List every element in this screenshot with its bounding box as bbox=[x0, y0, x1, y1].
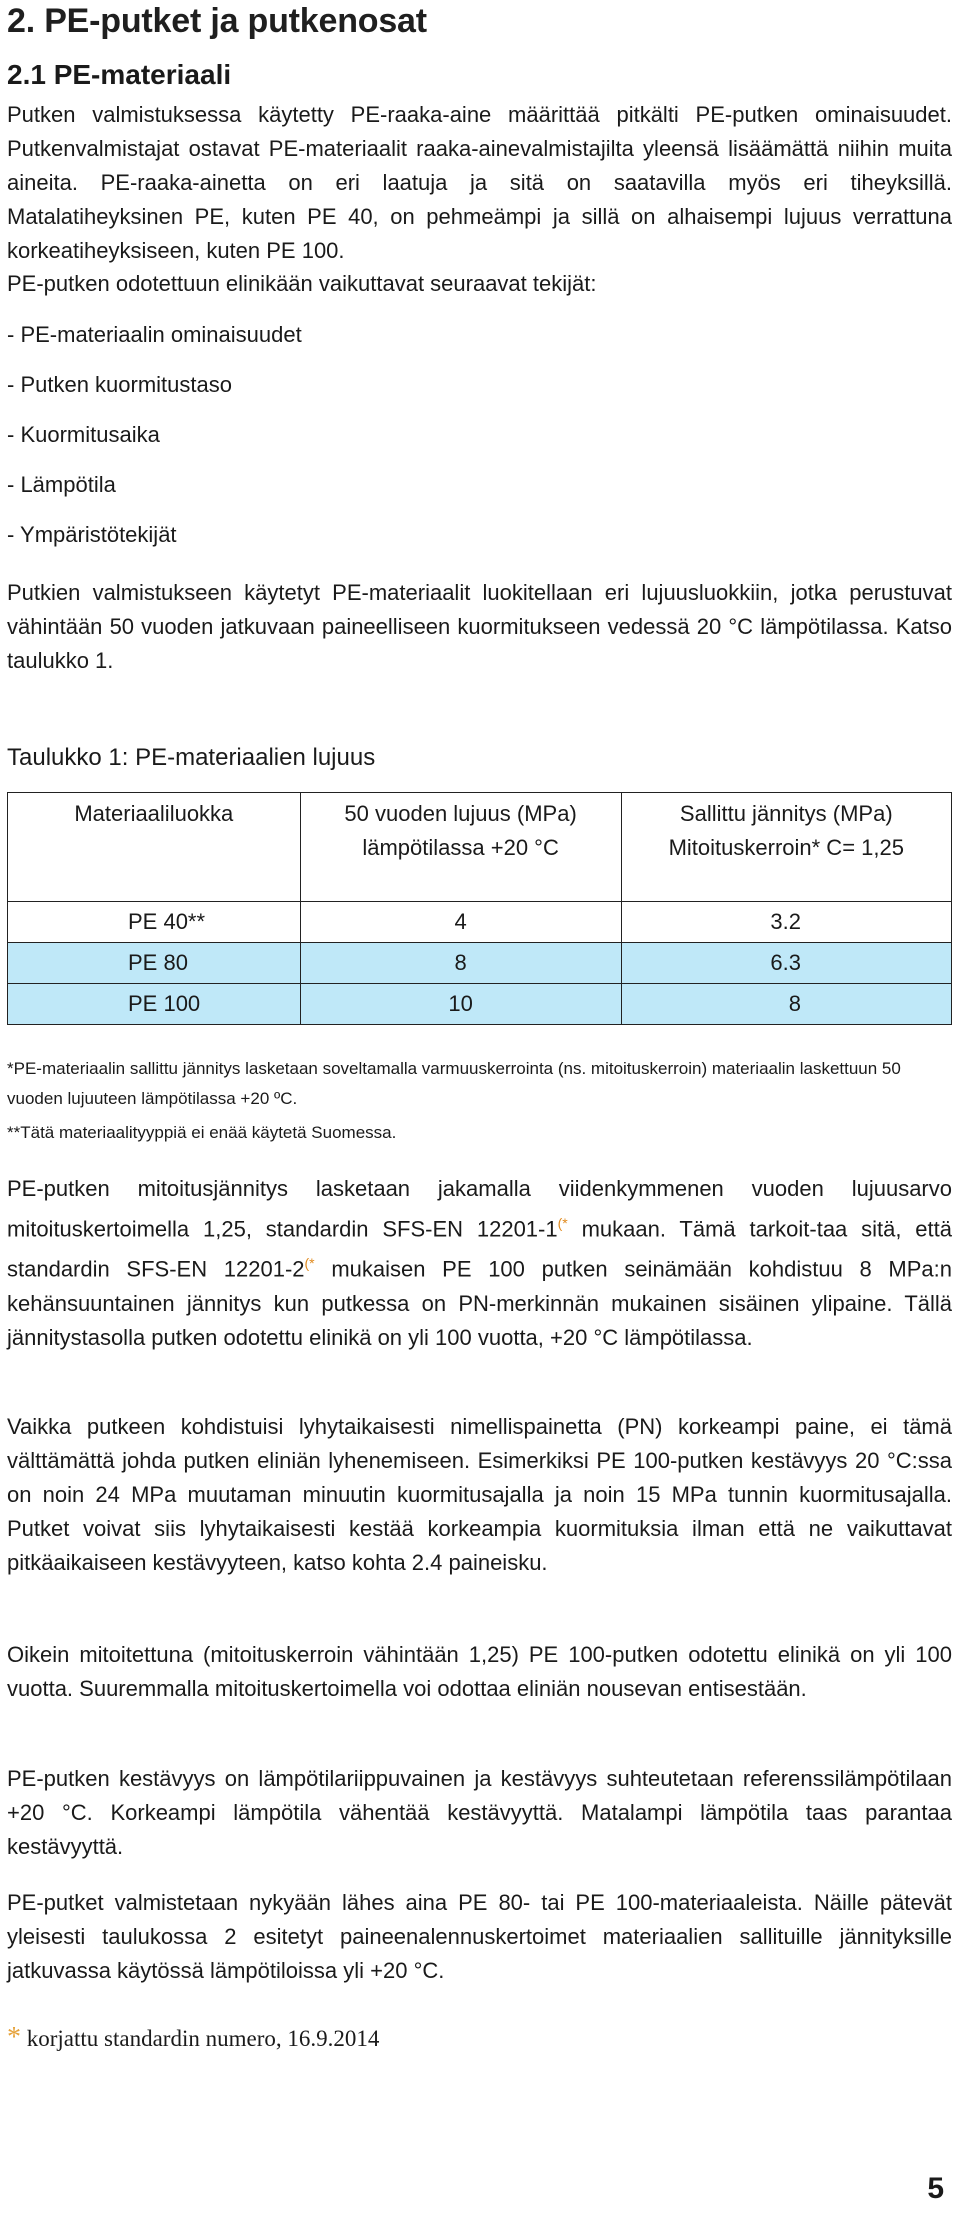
table-cell: 8 bbox=[300, 943, 621, 984]
table-header-row bbox=[8, 793, 952, 902]
paragraph-intro: Putken valmistuksessa käytetty PE-raaka-aine määrittää pitkälti PE-putken ominaisuudet. Putkenvalmistajat ostavat PE-materiaalit raaka-ainevalmistajilta yleensä lisäämättä niihin muita aineita. PE-raaka-ainetta on eri laatuja ja sitä on saatavilla myös eri tiheyksillä. Matalatiheyksinen PE, kuten PE 40, on pehmeämpi ja sillä on alhaisempi lujuus verrattuna korkeatiheyksiseen, kuten PE 100. bbox=[7, 102, 952, 263]
table-cell: 10 bbox=[300, 984, 621, 1025]
table-cell: 6.3 bbox=[621, 943, 951, 984]
list-item: - PE-materiaalin ominaisuudet bbox=[7, 322, 302, 347]
paragraph-design-stress: PE-putken mitoitusjännitys lasketaan jakamalla viidenkymmenen vuoden lujuusarvo mitoituskertoimella 1,25, standardin SFS-EN 12201-1(* mukaan. Tämä tarkoit-taa sitä, että standardin SFS-EN 12201-2(* mukaisen PE 100 putken seinämään kohdistuu 8 MPa:n kehänsuuntainen jännitys kun putkessa on PN-merkinnän mukainen sisäinen ylipaine. Tällä jännitystasolla putken odotettu elinikä on yli 100 vuotta, +20 °C lämpötilassa. bbox=[7, 1176, 953, 1350]
page-number: 5 bbox=[927, 2172, 944, 2205]
table-caption: Taulukko 1: PE-materiaalien lujuus bbox=[7, 744, 376, 771]
table-cell: PE 100 bbox=[8, 984, 301, 1025]
list-item: - Kuormitusaika bbox=[7, 422, 160, 447]
table-cell: PE 40** bbox=[8, 902, 301, 943]
table-note: **Tätä materiaalityyppiä ei enää käytetä Suomessa. bbox=[7, 1123, 397, 1142]
footnote: * korjattu standardin numero, 16.9.2014 bbox=[7, 2022, 380, 2053]
footnote-asterisk: * bbox=[7, 2022, 21, 2053]
reference-mark: (* bbox=[557, 1215, 568, 1231]
list-item: - Ympäristötekijät bbox=[7, 522, 177, 547]
section-heading: 2.1 PE-materiaali bbox=[7, 59, 232, 90]
table-cell: 8 bbox=[621, 984, 951, 1025]
table-row bbox=[8, 943, 952, 984]
table-header-cell: Materiaaliluokka bbox=[8, 793, 301, 902]
strength-table bbox=[7, 792, 952, 1025]
table-cell: PE 80 bbox=[8, 943, 301, 984]
chapter-heading: 2. PE-putket ja putkenosat bbox=[7, 2, 427, 40]
table-cell: 3.2 bbox=[621, 902, 951, 943]
paragraph-short-term-pressure: Vaikka putkeen kohdistuisi lyhytaikaisesti nimellispainetta (PN) korkeampi paine, ei tämä välttämättä johda putken eliniän lyhenemiseen. Esimerkiksi PE 100-putken kestävyys 20 °C:ssa on noin 24 MPa muutaman minuutin kuormitusajalla ja noin 15 MPa tunnin kuormitusajalla. Putket voivat siis lyhytaikaisesti kestää korkeampia kuormituksia ilman että ne vaikuttavat pitkäaikaiseen kestävyyteen, katso kohta 2.4 paineisku. bbox=[7, 1414, 952, 1575]
paragraph-factors-intro: PE-putken odotettuun elinikään vaikuttavat seuraavat tekijät: bbox=[7, 271, 597, 296]
paragraph-temperature: PE-putken kestävyys on lämpötilariippuvainen ja kestävyys suhteutetaan referenssilämpötilaan +20 °C. Korkeampi lämpötila vähentää kestävyyttä. Matalampi lämpötila taas parantaa kestävyyttä. bbox=[7, 1766, 952, 1859]
list-item: - Putken kuormitustaso bbox=[7, 372, 232, 397]
table-row bbox=[8, 984, 952, 1025]
table-row bbox=[8, 902, 952, 943]
table-cell: 4 bbox=[300, 902, 621, 943]
paragraph-classification: Putkien valmistukseen käytetyt PE-materiaalit luokitellaan eri lujuusluokkiin, jotka perustuvat vähintään 50 vuoden jatkuvaan paineelliseen kuormitukseen vedessä 20 °C lämpötilassa. Katso taulukko 1. bbox=[7, 580, 952, 673]
reference-mark: (* bbox=[304, 1255, 315, 1272]
table-header-cell: Sallittu jännitys (MPa) Mitoituskerroin* C= 1,25 bbox=[621, 793, 951, 902]
paragraph-lifetime: Oikein mitoitettuna (mitoituskerroin vähintään 1,25) PE 100-putken odotettu elinikä on yli 100 vuotta. Suuremmalla mitoituskertoimella voi odottaa eliniän nousevan entisestään. bbox=[7, 1642, 952, 1701]
paragraph-materials: PE-putket valmistetaan nykyään lähes aina PE 80- tai PE 100-materiaaleista. Näille pätevät yleisesti taulukossa 2 esitetyt paineenalennuskertoimet materiaalien sallituille jännityksille jatkuvassa käytössä lämpötiloissa yli +20 °C. bbox=[7, 1890, 952, 1983]
list-item: - Lämpötila bbox=[7, 472, 116, 497]
table-note: *PE-materiaalin sallittu jännitys lasketaan soveltamalla varmuuskerrointa (ns. mitoituskerroin) materiaalin laskettuun 50 vuoden lujuuteen lämpötilassa +20 ºC. bbox=[7, 1059, 901, 1108]
table-header-cell: 50 vuoden lujuus (MPa) lämpötilassa +20 °C bbox=[300, 793, 621, 902]
